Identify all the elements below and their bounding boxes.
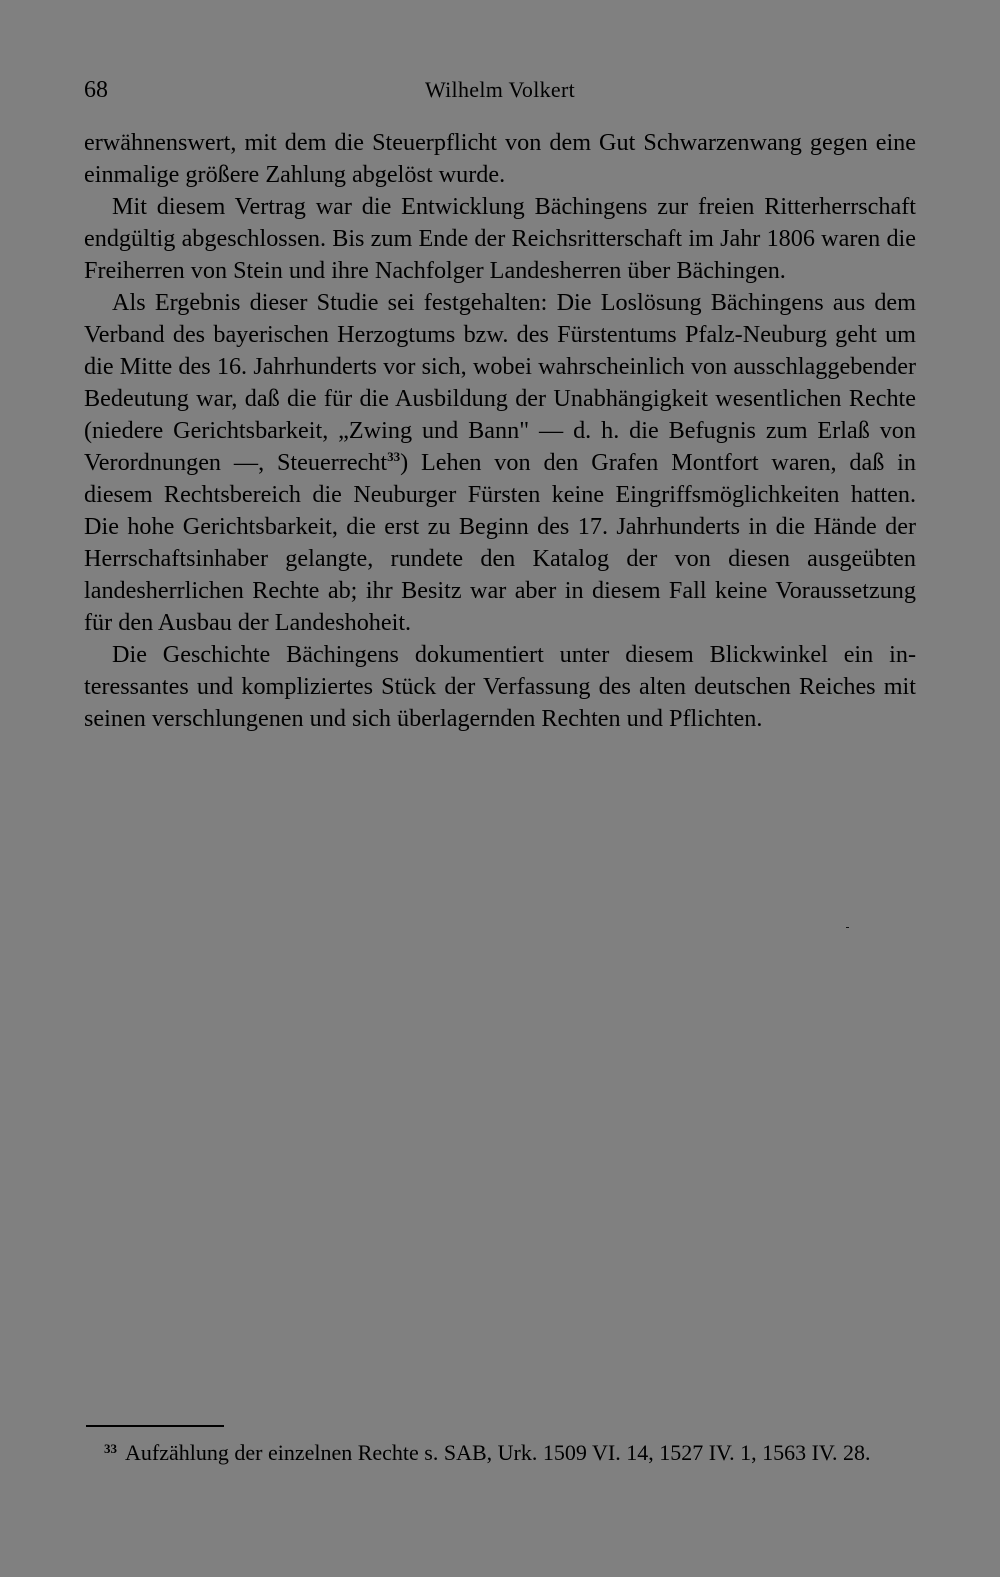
page-header xyxy=(84,72,916,108)
footnote xyxy=(84,1438,916,1468)
paragraph: Die Geschichte Bächingens dokumentiert unter diesem Blickwinkel ein interessantes und kompliziertes Stück der Verfassung des alten deutschen Reiches mit seinen verschlungenen und sich überlagernden Rechten und Pflichten. xyxy=(84,641,916,732)
paragraph-text: Als Ergebnis dieser Studie sei festgehalten: Die Loslösung Bächingens aus dem Verband des bayerischen Herzogtums bzw. des Fürstentums Pfalz-Neuburg geht um die Mitte des 16. Jahrhunderts vor sich, wobei wahrscheinlich von ausschlaggebender Bedeutung war, daß die für die Ausbildung der Unabhängigkeit wesentlichen Rechte (niedere Gerichtsbarkeit, „Zwing und Bann" — d. h. die Befugnis zum Erlaß von Verordnungen —, Steuerrecht xyxy=(84,289,916,476)
page-number: 68 xyxy=(84,77,108,103)
footnote-divider xyxy=(86,1425,224,1427)
paragraph-text: ) Lehen von den Grafen Montfort waren, daß in diesem Rechtsbereich die Neuburger Fürsten keine Eingriffsmöglichkeiten hatten. Die hohe Gerichtsbarkeit, die erst zu Beginn des 17. Jahrhunderts in die Hände der Herrschaftsinhaber gelangte, rundete den Katalog der von diesen ausgeübten landesherrlichen Rechte ab; ihr Besitz war aber in diesem Fall keine Voraussetzung für den Ausbau der Landeshoheit. xyxy=(84,449,917,636)
paragraph-conclusion xyxy=(84,287,916,639)
footnote-text: Aufzählung der einzelnen Rechte s. SAB, Urk. 1509 VI. 14, 1527 IV. 1, 1563 IV. 28. xyxy=(125,1440,871,1465)
footnote-item xyxy=(84,1438,916,1468)
body-text xyxy=(84,127,916,735)
footnote-reference[interactable]: 33 xyxy=(387,449,401,464)
running-head: Wilhelm Volkert xyxy=(424,77,576,102)
footnote-marker: 33 xyxy=(104,1441,117,1456)
paragraph-continued: erwähnenswert, mit dem die Steuerpflicht von dem Gut Schwarzenwang gegen eine einmalige größere Zahlung abgelöst wurde. xyxy=(84,129,916,188)
paragraph: Mit diesem Vertrag war die Entwicklung Bächingens zur freien Ritterherrschaft endgültig abgeschlossen. Bis zum Ende der Reichsritterschaft im Jahr 1806 waren die Freiherren von Stein und ihre Nachfolger Landesherren über Bächingen. xyxy=(84,193,916,284)
scan-speck xyxy=(846,927,849,928)
